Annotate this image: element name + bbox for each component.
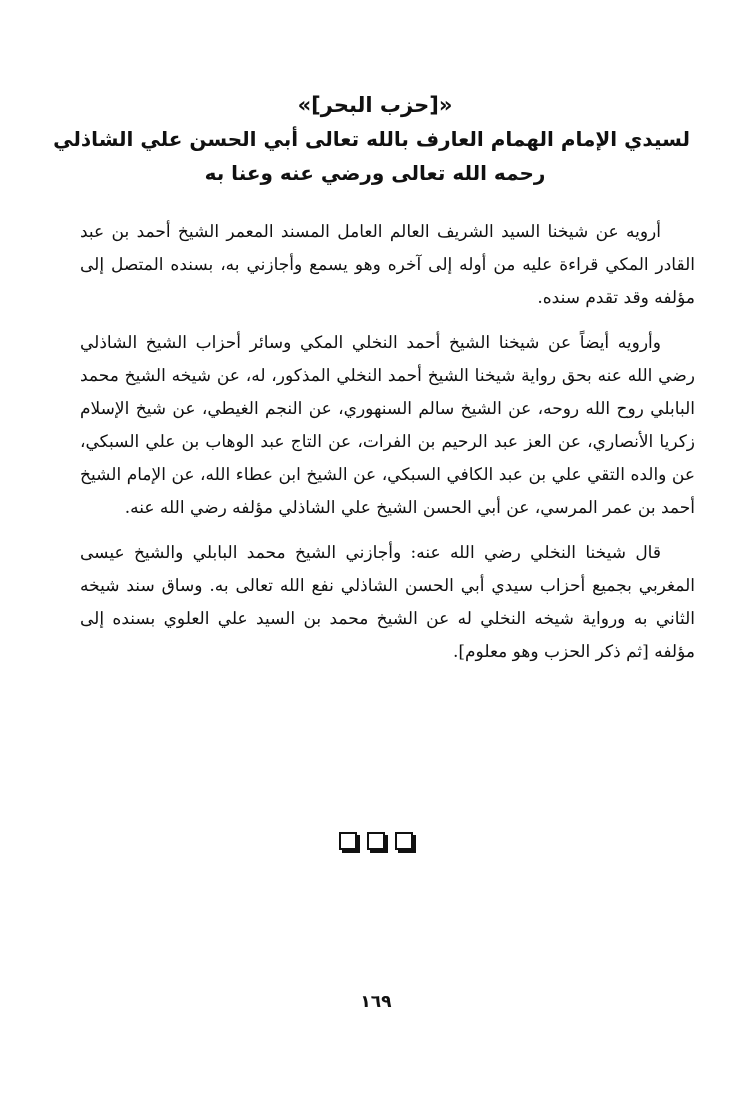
paragraph-2: وأرويه أيضاً عن شيخنا الشيخ أحمد النخلي المكي وسائر أحزاب الشيخ الشاذلي رضي الله عنه بحق رواية شيخنا الشيخ أحمد النخلي المذكور، له، عن شيخه الشيخ محمد البابلي روح الله روحه، عن الشيخ سالم السنهوري، عن النجم الغيطي، عن شيخ الإسلام زكريا الأنصاري، عن العز عبد الرحيم بن الفرات، عن التاج عبد الوهاب بن علي السبكي، عن والده التقي علي بن عبد الكافي السبكي، عن الشيخ ابن عطاء الله، عن الإمام الشيخ أحمد بن عمر المرسي، عن أبي الحسن الشيخ علي الشاذلي مؤلفه رضي الله عنه. (80, 333, 695, 518)
ornament-box-icon (339, 832, 357, 850)
heading-block (53, 88, 690, 190)
section-title: «[حزب البحر]» (297, 93, 453, 117)
ornament-box-icon (395, 832, 413, 850)
page-number: ١٦٩ (360, 992, 392, 1012)
body-text (80, 216, 695, 681)
section-end-ornament (0, 832, 752, 854)
section-subtitle: لسيدي الإمام الهمام العارف بالله تعالى أبي الحسن علي الشاذلي (53, 127, 690, 151)
paragraph-3: قال شيخنا النخلي رضي الله عنه: وأجازني الشيخ محمد البابلي والشيخ عيسى المغربي بجميع أحزاب سيدي أبي الحسن الشاذلي نفع الله تعالى به. وساق سند شيخه الثاني به ورواية شيخه النخلي له عن الشيخ محمد بن السيد علي العلوي بسنده إلى مؤلفه [ثم ذكر الحزب وهو معلوم]. (80, 543, 695, 662)
section-blessing: رحمه الله تعالى ورضي عنه وعنا به (204, 161, 546, 185)
paragraph-1: أرويه عن شيخنا السيد الشريف العالم العامل المسند المعمر الشيخ أحمد بن عبد القادر المكي قراءة عليه من أوله إلى آخره وهو يسمع وأجازني به، بسنده المتصل إلى مؤلفه وقد تقدم سنده. (80, 222, 695, 308)
ornament-box-icon (367, 832, 385, 850)
